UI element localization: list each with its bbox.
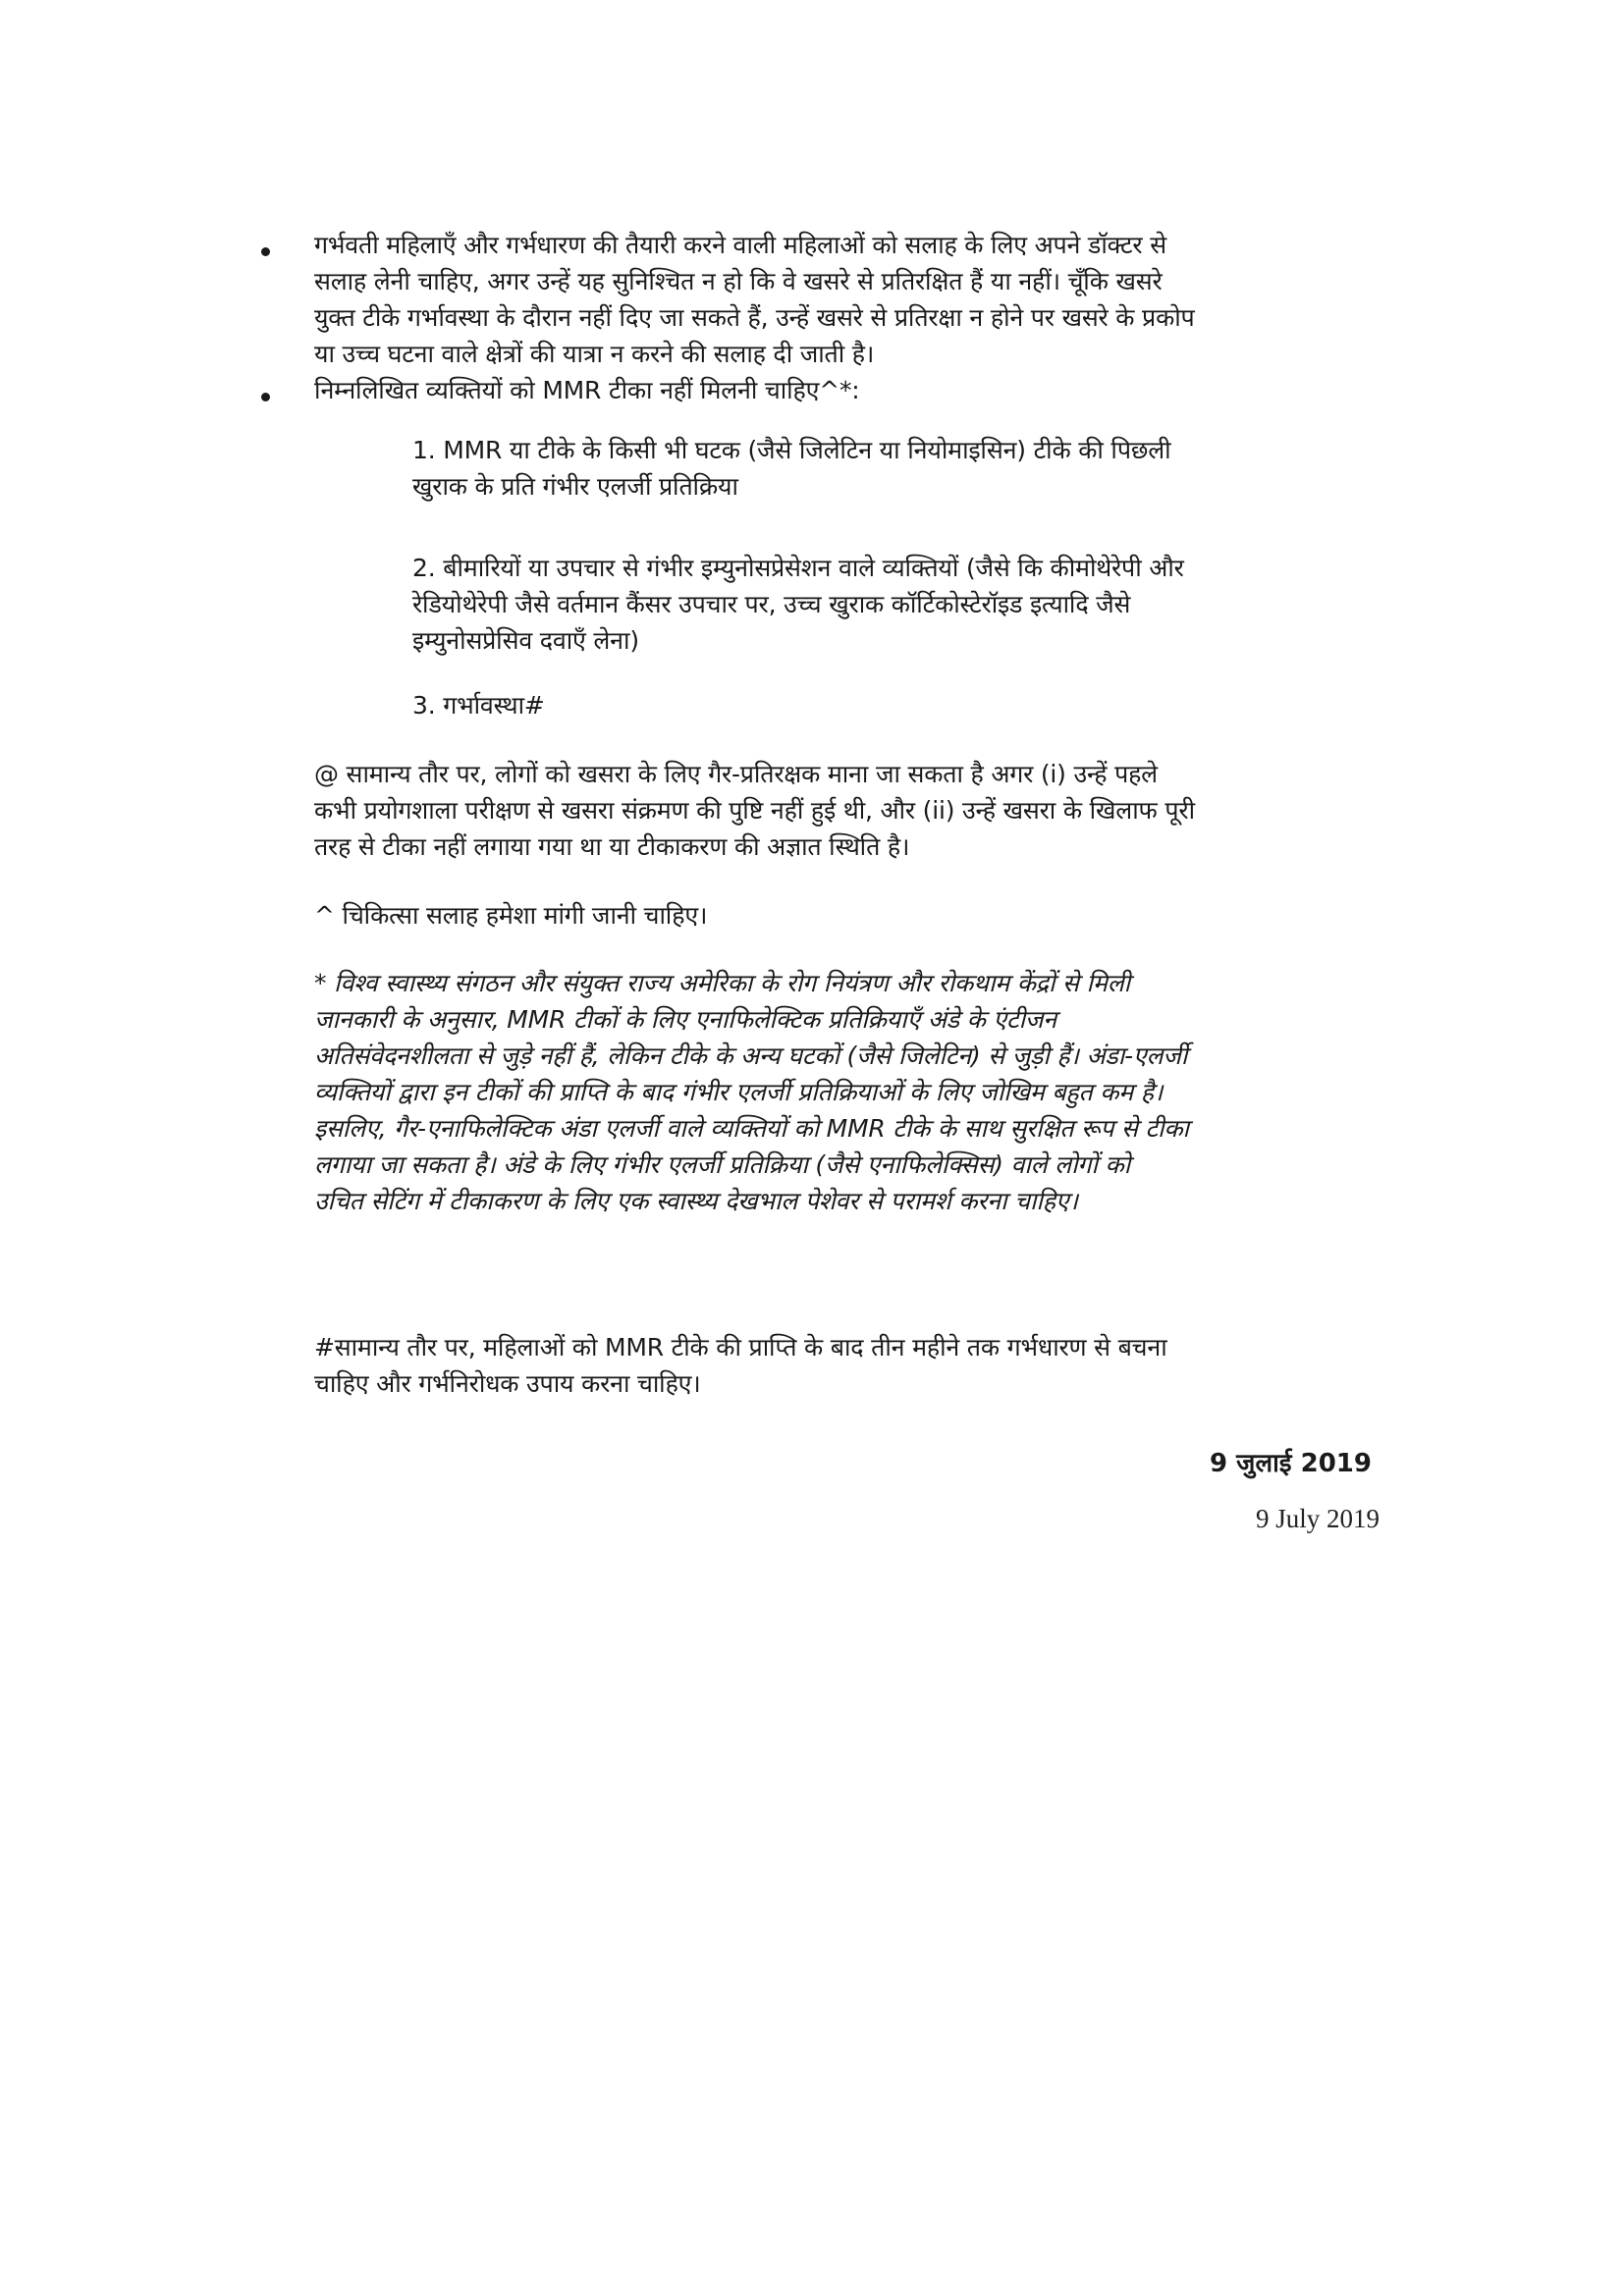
numbered-item-3-line-1: 3. गर्भावस्था# [412,691,545,720]
bullet-marker [261,247,270,256]
at-footnote-line-3: तरह से टीका नहीं लगाया गया था या टीकाकरण की अज्ञात स्थिति है। [314,832,910,861]
star-footnote-line-5: इसलिए, गैर-एनाफिलेक्टिक अंडा एलर्जी वाले व्यक्तियों को MMR टीके के साथ सुरक्षित रूप से टीका [314,1114,1189,1143]
date-english: 9 July 2019 [1255,1504,1380,1533]
numbered-item-2-line-2: रेडियोथेरेपी जैसे वर्तमान कैंसर उपचार पर, उच्च खुराक कॉर्टिकोस्टेरॉइड इत्यादि जैसे [412,590,1131,618]
bullet-1-line-1: गर्भवती महिलाएँ और गर्भधारण की तैयारी करने वाली महिलाओं को सलाह के लिए अपने डॉक्टर से [314,231,1166,259]
bullet-1-line-3: युक्त टीके गर्भावस्था के दौरान नहीं दिए जा सकते हैं, उन्हें खसरे से प्रतिरक्षा न होने पर खसरे के प्रकोप [314,303,1195,332]
bullet-2-line-1: निम्नलिखित व्यक्तियों को MMR टीका नहीं मिलनी चाहिए^*: [314,376,860,404]
bullet-1-line-4: या उच्च घटना वाले क्षेत्रों की यात्रा न करने की सलाह दी जाती है। [314,340,875,368]
star-footnote-line-7: उचित सेटिंग में टीकाकरण के लिए एक स्वास्थ्य देखभाल पेशेवर से परामर्श करना चाहिए। [314,1187,1078,1215]
numbered-item-2-line-3: इम्युनोसप्रेसिव दवाएँ लेना) [412,626,639,655]
numbered-item-2-line-1: 2. बीमारियों या उपचार से गंभीर इम्युनोसप्रेसेशन वाले व्यक्तियों (जैसे कि कीमोथेरेपी और [412,554,1184,582]
hash-footnote-line-2: चाहिए और गर्भनिरोधक उपाय करना चाहिए। [314,1369,701,1398]
star-footnote-line-3: अतिसंवेदनशीलता से जुड़े नहीं हैं, लेकिन टीके के अन्य घटकों (जैसे जिलेटिन) से जुड़ी हैं। अंडा-एलर्जी [314,1041,1188,1070]
hash-footnote-line-1: #सामान्य तौर पर, महिलाओं को MMR टीके की प्राप्ति के बाद तीन महीने तक गर्भधारण से बचना [314,1333,1167,1362]
bullet-1-line-2: सलाह लेनी चाहिए, अगर उन्हें यह सुनिश्चित न हो कि वे खसरे से प्रतिरक्षित हैं या नहीं। चूँकि खसरे [314,267,1163,295]
at-footnote-line-1: @ सामान्य तौर पर, लोगों को खसरा के लिए गैर-प्रतिरक्षक माना जा सकता है अगर (i) उन्हें पहले [314,760,1158,788]
at-footnote-line-2: कभी प्रयोगशाला परीक्षण से खसरा संक्रमण की पुष्टि नहीं हुई थी, और (ii) उन्हें खसरा के खिलाफ पूरी [314,796,1195,825]
star-footnote-line-4: व्यक्तियों द्वारा इन टीकों की प्राप्ति के बाद गंभीर एलर्जी प्रतिक्रियाओं के लिए जोखिम बहुत कम है। [314,1078,1164,1106]
date-hindi: 9 जुलाई 2019 [1210,1449,1372,1478]
caret-footnote-line-1: ^ चिकित्सा सलाह हमेशा मांगी जानी चाहिए। [314,901,708,930]
bullet-marker [261,393,270,401]
numbered-item-1-line-2: खुराक के प्रति गंभीर एलर्जी प्रतिक्रिया [412,472,738,501]
numbered-item-1-line-1: 1. MMR या टीके के किसी भी घटक (जैसे जिलेटिन या नियोमाइसिन) टीके की पिछली [412,436,1171,464]
star-footnote-line-6: लगाया जा सकता है। अंडे के लिए गंभीर एलर्जी प्रतिक्रिया (जैसे एनाफिलेक्सिस) वाले लोगों को [314,1150,1130,1179]
star-footnote-line-2: जानकारी के अनुसार, MMR टीकों के लिए एनाफिलेक्टिक प्रतिक्रियाएँ अंडे के एंटीजन [314,1005,1056,1034]
star-footnote-line-1: * विश्व स्वास्थ्य संगठन और संयुक्त राज्य अमेरिका के रोग नियंत्रण और रोकथाम केंद्रों से मिली [314,969,1130,997]
